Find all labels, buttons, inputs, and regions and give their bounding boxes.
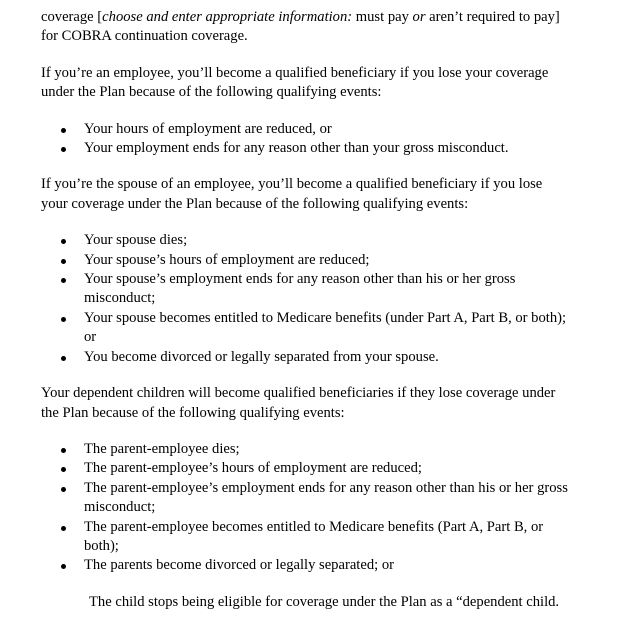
list-item-text: Your spouse’s hours of employment are reduced;	[84, 251, 370, 268]
list-item	[41, 459, 569, 478]
document-page	[41, 8, 571, 612]
intro-paragraph	[41, 8, 571, 47]
list-item	[41, 231, 569, 250]
list-item	[41, 120, 569, 139]
intro-text-mid: must pay	[352, 9, 413, 25]
list-item-text: The parent-employee becomes entitled to Medicare benefits (Part A, Part B, or both);	[84, 518, 544, 554]
list-item-text: The parent-employee’s hours of employment are reduced;	[84, 460, 422, 477]
list-item-text: Your employment ends for any reason other than your gross misconduct.	[84, 140, 509, 157]
children-final-event: The child stops being eligible for coverage under the Plan as a “dependent child.	[89, 593, 560, 610]
intro-text-post: aren’t required to pay] for COBRA continuation coverage.	[41, 9, 560, 45]
list-item-text: Your spouse’s employment ends for any reason other than his or her gross misconduct;	[84, 271, 516, 307]
intro-text-pre: coverage [	[41, 9, 103, 25]
employee-paragraph: If you’re an employee, you’ll become a qualified beneficiary if you lose your coverage under the Plan because of the following qualifying events:	[41, 64, 549, 101]
list-item-text: You become divorced or legally separated from your spouse.	[84, 348, 439, 365]
list-item	[41, 270, 569, 309]
children-events-list	[41, 440, 571, 576]
spouse-events-list	[41, 231, 571, 367]
intro-instruction: choose and enter appropriate information:	[102, 9, 353, 25]
list-item	[41, 309, 569, 348]
list-item-text: The parent-employee dies;	[84, 440, 240, 457]
list-item-text: The parent-employee’s employment ends for any reason other than his or her gross misconduct;	[84, 479, 568, 516]
list-item	[41, 139, 569, 158]
list-item-text: Your spouse becomes entitled to Medicare benefits (under Part A, Part B, or both); or	[84, 309, 567, 346]
list-item	[41, 251, 569, 270]
list-item-text: The parents become divorced or legally separated; or	[84, 557, 394, 574]
list-item-text: Your spouse dies;	[84, 232, 188, 249]
list-item	[41, 479, 569, 518]
employee-events-list	[41, 120, 571, 159]
spouse-paragraph: If you’re the spouse of an employee, you’ll become a qualified beneficiary if you lose your coverage under the Plan because of the following qualifying events:	[41, 176, 543, 212]
list-item-text: Your hours of employment are reduced, or	[84, 120, 332, 137]
list-item	[41, 440, 569, 459]
list-item	[41, 348, 569, 367]
children-paragraph: Your dependent children will become qualified beneficiaries if they lose coverage under the Plan because of the following qualifying events:	[41, 385, 556, 421]
intro-or: or	[412, 9, 426, 25]
list-item	[41, 556, 569, 575]
list-item	[41, 518, 569, 557]
